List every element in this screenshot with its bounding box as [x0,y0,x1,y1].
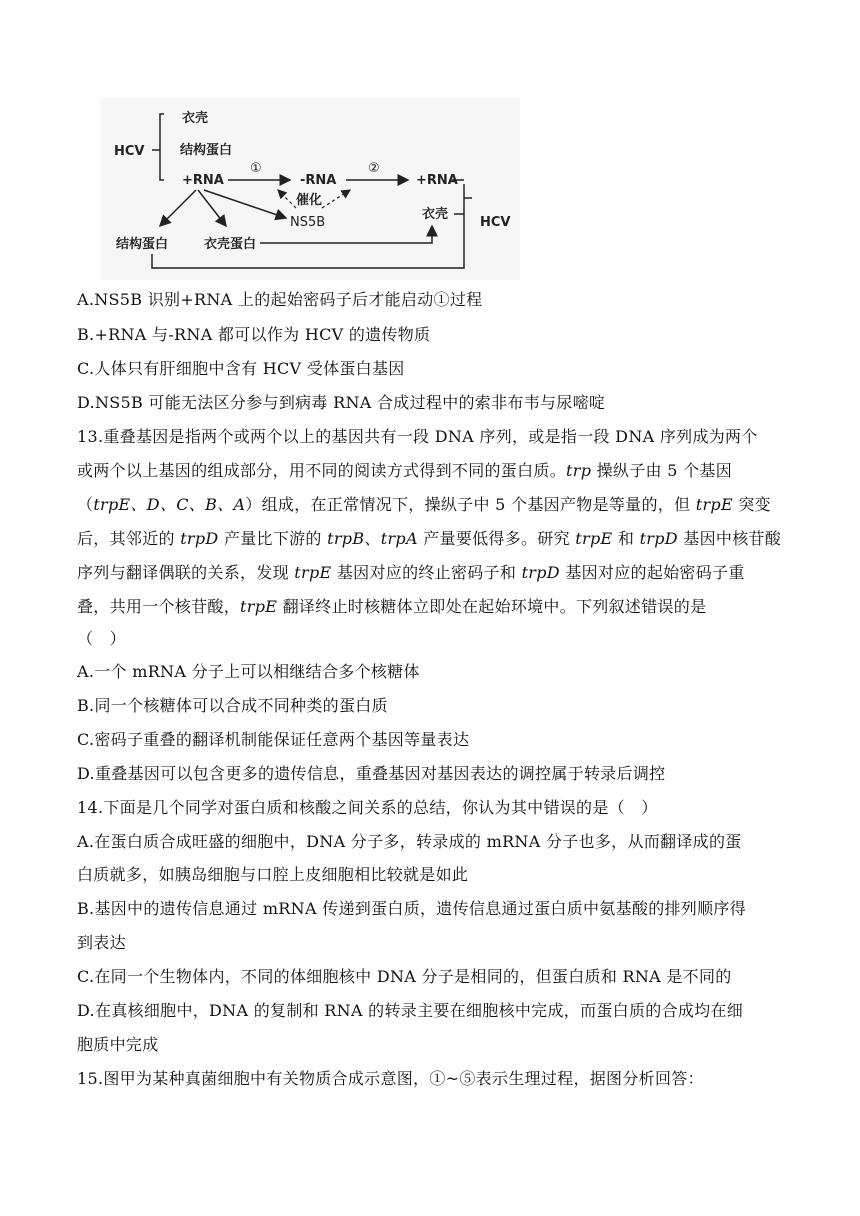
q13-stem-line6 [77,597,706,617]
coat-label: 衣壳 [182,111,209,126]
q13-answer-bracket: （ ） [77,629,126,648]
q13-l5-trpD: trpD [521,563,560,582]
q13-l3-genes: trpE、D、C、B、A [93,495,246,514]
q13-l4-trpE: trpE [575,529,613,548]
q13-option-b: B.同一个核糖体可以合成不同种类的蛋白质 [77,696,388,715]
q13-l3-mid: ）组成，在正常情况下，操纵子中 5 个基因产物是等量的，但 [245,495,696,514]
q13-stem-line5 [77,563,745,583]
hcv-right-label: HCV [480,215,511,230]
q14-option-d-line2: 胞质中完成 [77,1035,159,1054]
q13-l3-open: （ [77,495,94,514]
q13-l3-trpE: trpE [695,495,733,514]
coat-protein-label: 衣壳蛋白 [204,237,257,252]
plus-rna-2-label: +RNA [416,173,458,188]
hcv-diagram [100,98,520,280]
q14-option-b-line1: B.基因中的遗传信息通过 mRNA 传递到蛋白质，遗传信息通过蛋白质中氨基酸的排列顺序得 [77,899,746,918]
q13-l4-f: 基因中核苷酸 [677,529,782,548]
q13-stem-line3 [77,495,771,515]
q14-option-c: C.在同一个生物体内，不同的体细胞核中 DNA 分子是相同的，但蛋白质和 RNA 是不同的 [77,967,732,986]
catalysis-arrow-2 [322,190,350,208]
q12-option-d: D.NS5B 可能无法区分参与到病毒 RNA 合成过程中的索非布韦与尿嘧啶 [77,393,606,412]
q12-option-a: A.NS5B 识别+RNA 上的起始密码子后才能启动①过程 [77,290,483,309]
q13-l5-trpE: trpE [294,563,332,582]
q13-l4-c: 、 [364,529,381,548]
structural-protein-2-label: 结构蛋白 [116,237,169,252]
arrow-to-structural [160,190,196,226]
ns5b-label: NS5B [290,215,326,230]
q13-stem-line2 [77,461,732,481]
structural-protein-label: 结构蛋白 [180,143,233,158]
q13-l6-b: 翻译终止时核糖体立即处在起始环境中。下列叙述错误的是 [277,597,707,616]
q13-option-a: A.一个 mRNA 分子上可以相继结合多个核糖体 [77,662,420,681]
q13-l5-c: 基因对应的起始密码子重 [559,563,745,582]
q13-stem-line1: 13.重叠基因是指两个或两个以上的基因共有一段 DNA 序列，或是指一段 DNA 序列成为两个 [77,427,758,446]
q13-l5-a: 序列与翻译偶联的关系，发现 [77,563,295,582]
hcv-diagram-svg [100,98,520,280]
q13-option-d: D.重叠基因可以包含更多的遗传信息，重叠基因对基因表达的调控属于转录后调控 [77,764,666,783]
step2-label: ② [368,161,380,176]
q13-l4-trpB: trpB [327,529,365,548]
q14-option-a-line1: A.在蛋白质合成旺盛的细胞中，DNA 分子多，转录成的 mRNA 分子也多，从而翻译成的蛋 [77,832,742,851]
q13-l4-d: 产量要低得多。研究 [417,529,576,548]
q13-l6-a: 叠，共用一个核苷酸， [77,597,241,616]
q14-option-b-line2: 到表达 [77,933,126,952]
catalyze-label: 催化 [296,193,323,208]
arrow-coat-protein-to-coat [260,226,432,243]
q13-l4-trpA: trpA [380,529,418,548]
q13-l4-a: 后，其邻近的 [77,529,181,548]
left-bracket [152,114,164,180]
q13-l2-tail: 操纵子由 5 个基因 [591,461,732,480]
q13-l6-trpE: trpE [240,597,278,616]
q13-l2-trp: trp [566,461,592,480]
q13-option-c: C.密码子重叠的翻译机制能保证任意两个基因等量表达 [77,730,470,749]
q14-option-a-line2: 白质就多，如胰岛细胞与口腔上皮细胞相比较就是如此 [77,865,469,884]
catalysis-arrow-1 [278,190,296,208]
q14-option-d-line1: D.在真核细胞中，DNA 的复制和 RNA 的转录主要在细胞核中完成，而蛋白质的合成均在细 [77,1001,744,1020]
plus-rna-label: +RNA [182,173,224,188]
q13-l3-tail: 突变 [732,495,771,514]
q13-l2-text: 或两个以上基因的组成部分，用不同的阅读方式得到不同的蛋白质。 [77,461,567,480]
q13-stem-line4 [77,529,781,549]
q13-l4-trpD: trpD [180,529,219,548]
q12-option-c: C.人体只有肝细胞中含有 HCV 受体蛋白基因 [77,359,405,378]
q15-stem: 15.图甲为某种真菌细胞中有关物质合成示意图，①~⑤表示生理过程，据图分析回答： [77,1069,704,1088]
q13-l4-e: 和 [612,529,640,548]
minus-rna-label: -RNA [300,173,337,188]
hcv-left-label: HCV [114,144,145,159]
coat-2-label: 衣壳 [422,207,449,222]
step1-label: ① [250,161,262,176]
q13-l4-trpD2: trpD [639,529,678,548]
q13-l5-b: 基因对应的终止密码子和 [331,563,522,582]
q12-option-b: B.+RNA 与-RNA 都可以作为 HCV 的遗传物质 [77,325,431,344]
q14-stem: 14.下面是几个同学对蛋白质和核酸之间关系的总结，你认为其中错误的是（ ） [77,798,658,817]
q13-l4-b: 产量比下游的 [218,529,328,548]
